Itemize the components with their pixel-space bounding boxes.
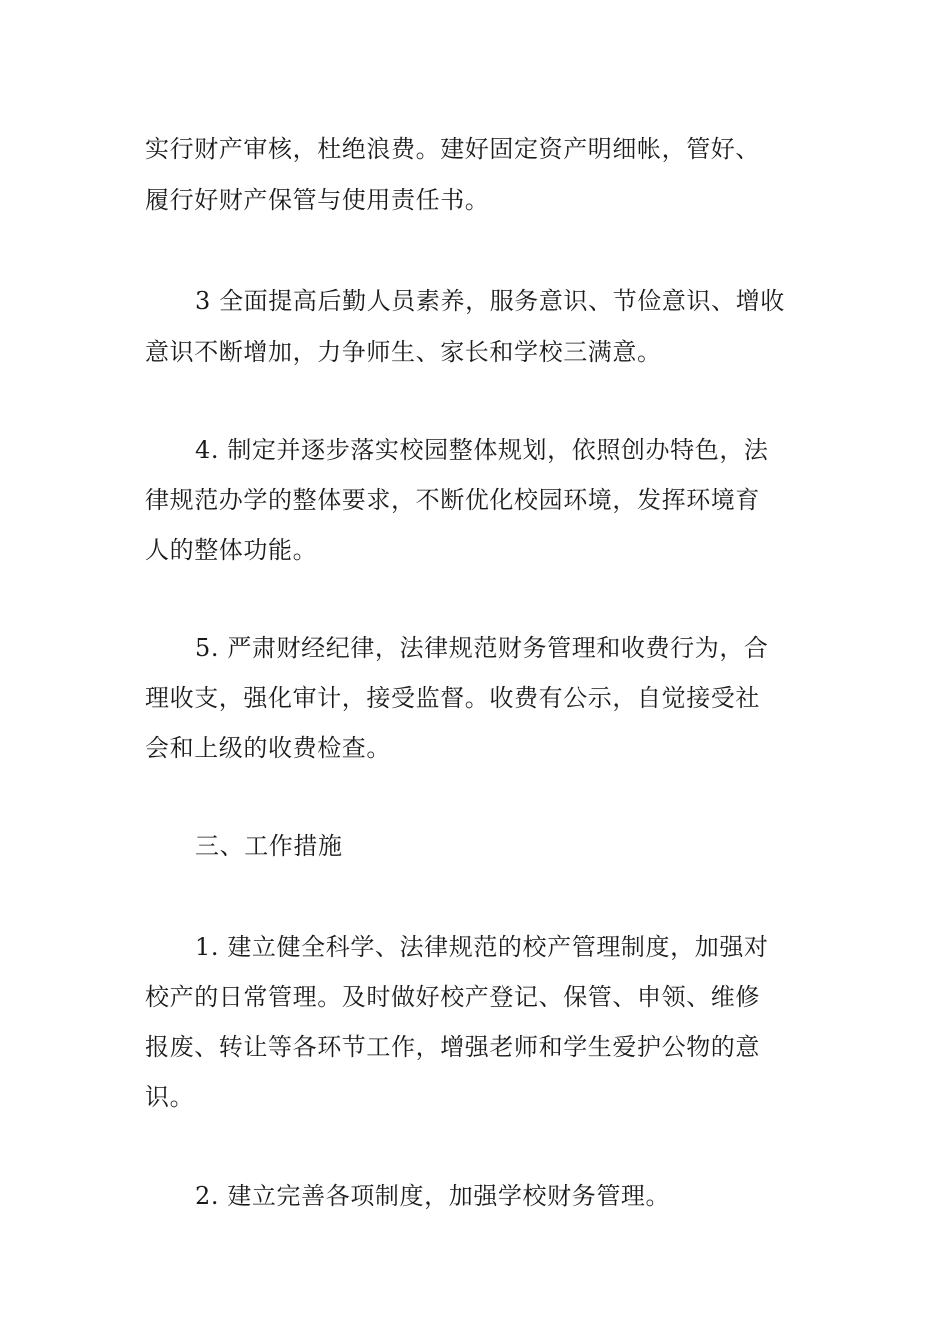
text-line: 4. 制定并逐步落实校园整体规划，依照创办特色，法	[195, 436, 769, 464]
text-line: 校产的日常管理。及时做好校产登记、保管、申领、维修	[145, 983, 760, 1011]
text-line: 3 全面提高后勤人员素养，服务意识、节俭意识、增收	[195, 287, 785, 315]
text-line: 律规范办学的整体要求，不断优化校园环境，发挥环境育	[145, 486, 760, 514]
text-line: 履行好财产保管与使用责任书。	[145, 186, 490, 214]
text-line: 人的整体功能。	[145, 536, 318, 564]
text-line: 1. 建立健全科学、法律规范的校产管理制度，加强对	[195, 933, 769, 961]
text-line: 理收支，强化审计，接受监督。收费有公示，自觉接受社	[145, 684, 760, 712]
text-line: 实行财产审核，杜绝浪费。建好固定资产明细帐，管好、	[145, 135, 760, 163]
text-line: 意识不断增加，力争师生、家长和学校三满意。	[145, 338, 662, 366]
text-line: 识。	[145, 1083, 195, 1111]
text-line: 会和上级的收费检查。	[145, 734, 391, 762]
text-line: 2. 建立完善各项制度，加强学校财务管理。	[195, 1182, 671, 1210]
text-line: 报废、转让等各环节工作，增强老师和学生爱护公物的意	[145, 1033, 760, 1061]
text-line: 5. 严肃财经纪律，法律规范财务管理和收费行为，合	[195, 634, 769, 662]
section-heading-text: 三、工作措施	[195, 832, 343, 860]
